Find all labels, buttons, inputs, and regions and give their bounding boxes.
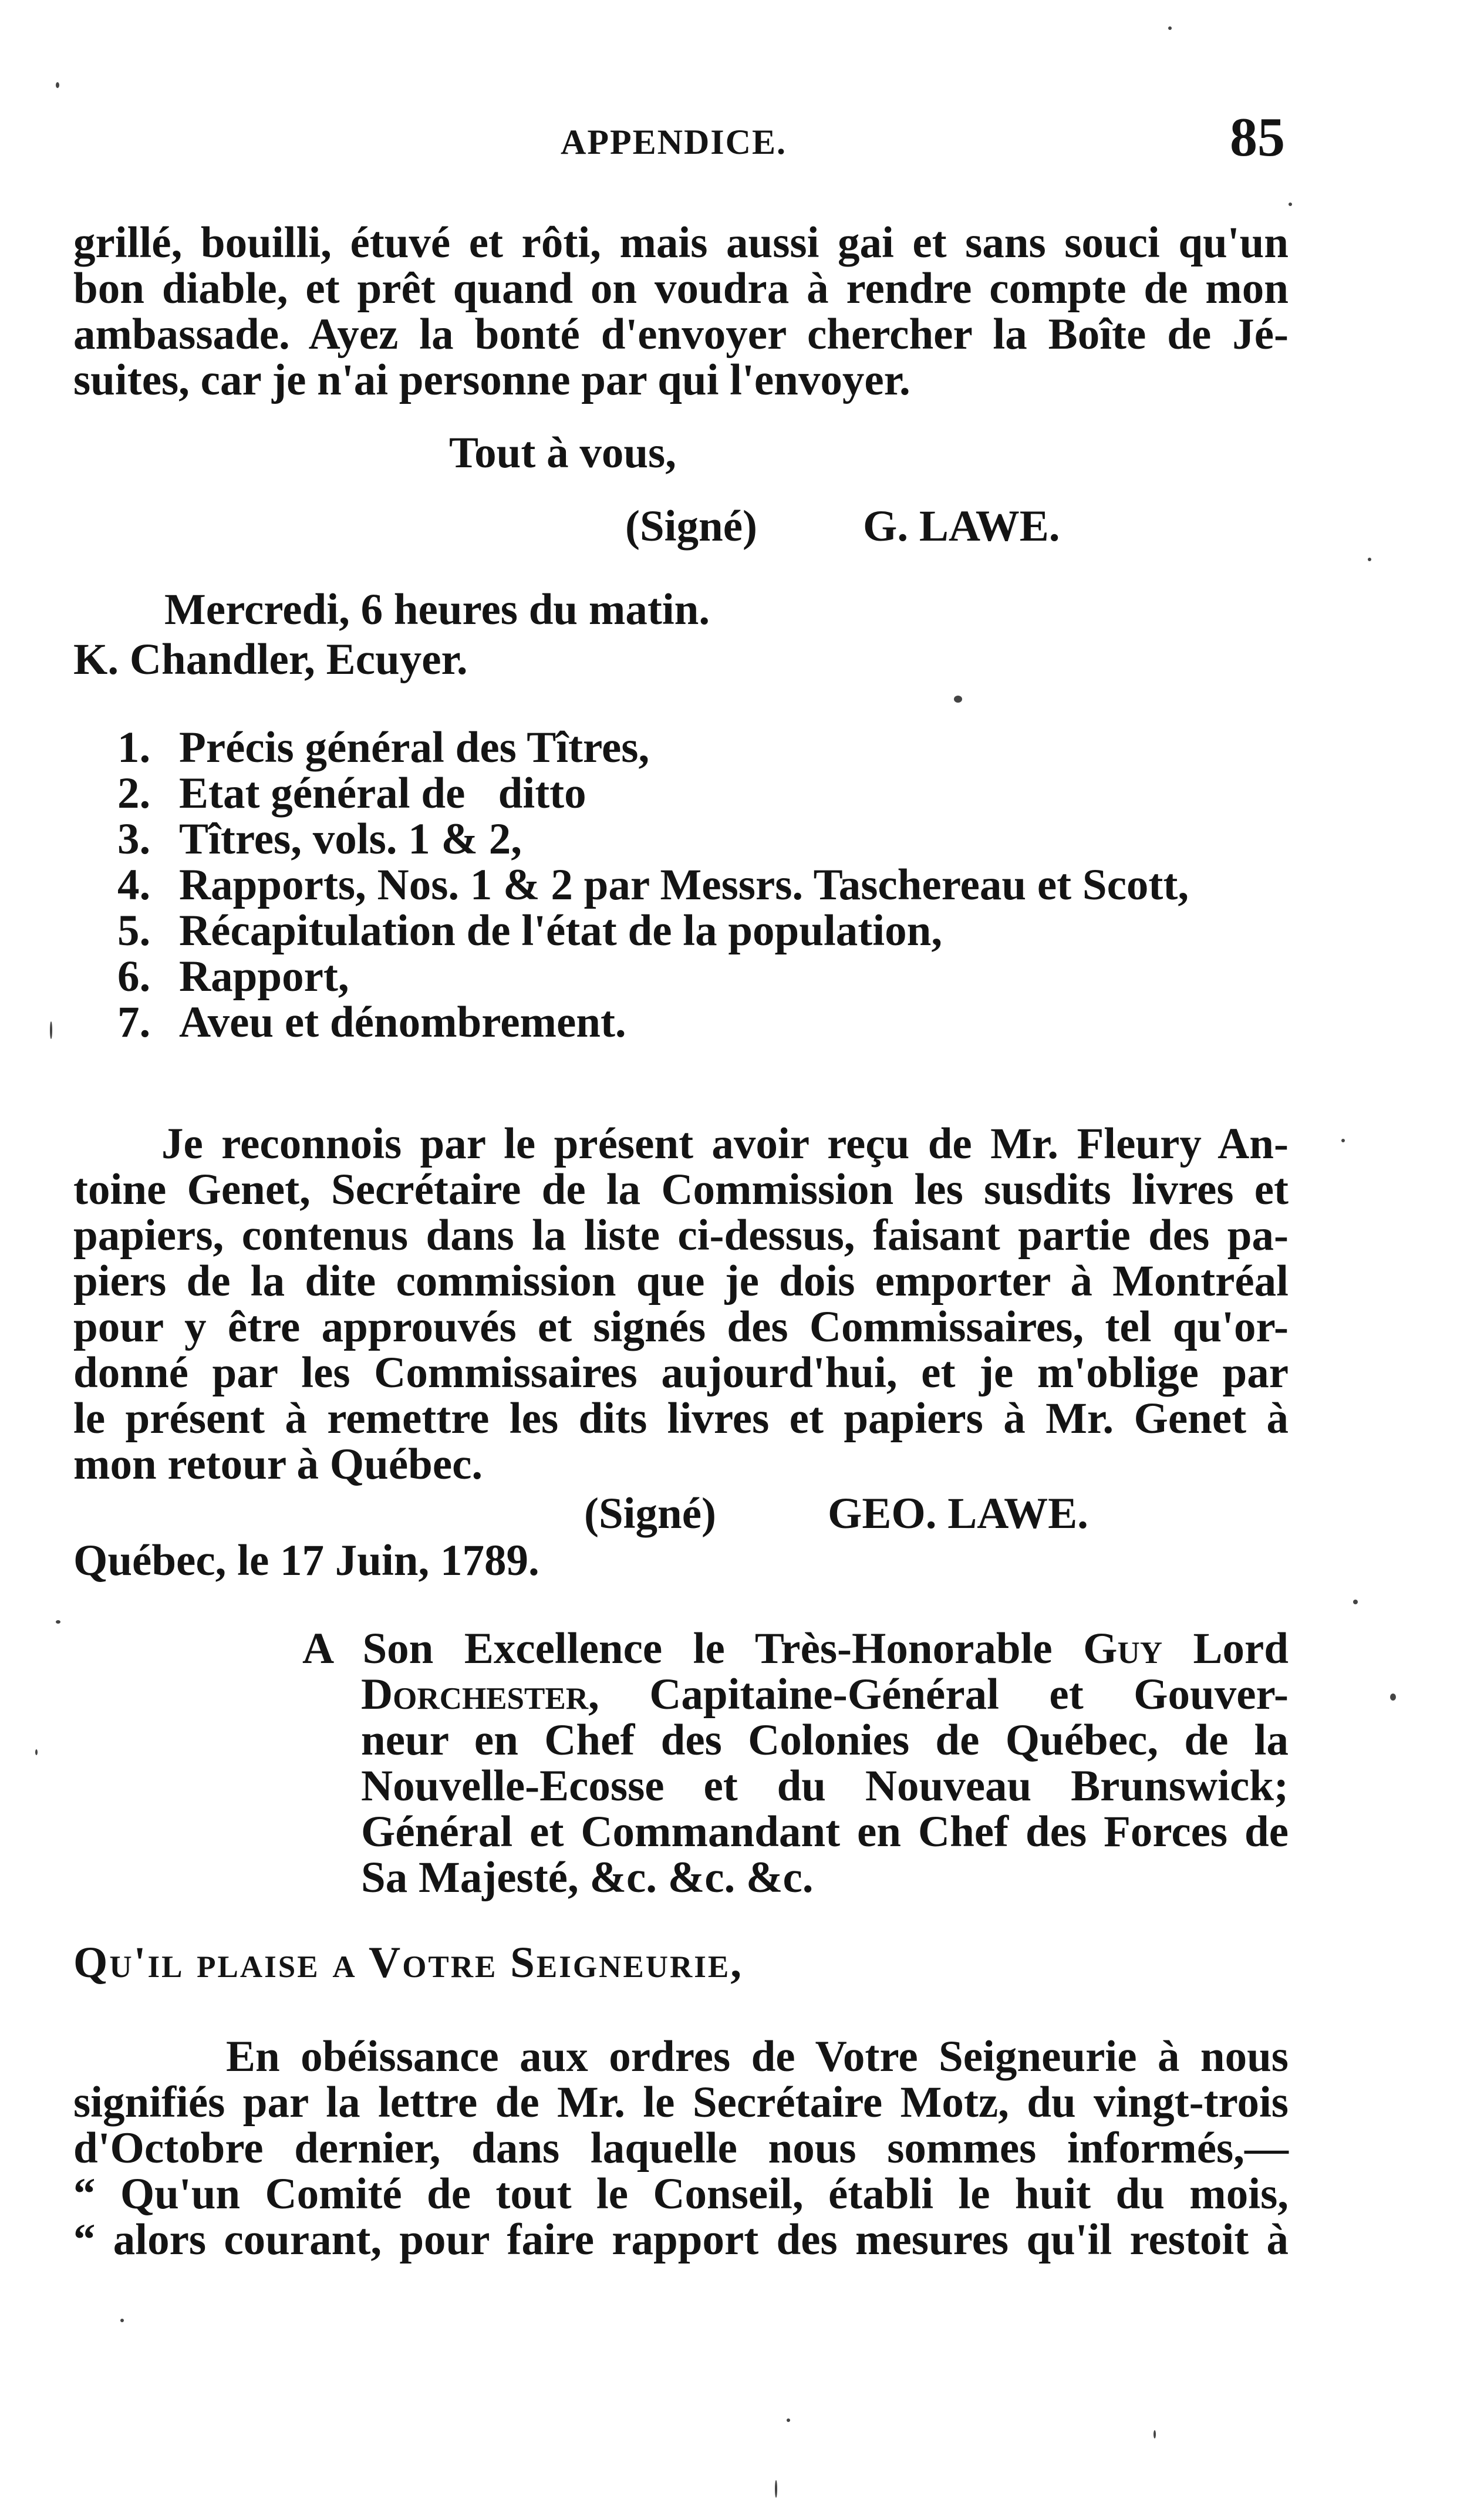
- receipt-line: toine Genet, Secrétaire de la Commission les susdits livres et: [73, 1165, 1289, 1214]
- scan-speck: [775, 2480, 777, 2498]
- list-number: 3.: [117, 815, 151, 863]
- address-line: neur en Chef des Colonies de Québec, de la: [361, 1716, 1289, 1765]
- list-item: [117, 771, 1189, 817]
- letter-closing: Tout à vous,: [449, 429, 676, 477]
- scan-speck: [1341, 1139, 1345, 1142]
- letter-date: Mercredi, 6 heures du matin.: [164, 585, 710, 634]
- list-text: Aveu et dénombrement.: [179, 998, 626, 1047]
- receipt-date: Québec, le 17 Juin, 1789.: [73, 1536, 539, 1585]
- page-header: [0, 106, 1484, 170]
- scan-speck: [1168, 26, 1172, 30]
- scan-speck: [954, 696, 962, 703]
- address-line: Dorchester, Capitaine-Général et Gouver-: [361, 1670, 1289, 1719]
- list-text: Récapitulation de l'état de la population,: [179, 906, 943, 955]
- scan-speck: [120, 2319, 124, 2322]
- papers-list: [117, 725, 1189, 1045]
- scan-speck: [35, 1749, 38, 1755]
- letter-line: bon diable, et prêt quand on voudra à rendre compte de mon: [73, 264, 1289, 313]
- scan-speck: [1154, 2430, 1156, 2438]
- list-item: [117, 1000, 1189, 1045]
- running-title: APPENDICE.: [561, 123, 787, 161]
- list-item: [117, 817, 1189, 862]
- address-line: A Son Excellence le Très-Honorable Guy Lord: [302, 1624, 1289, 1673]
- scan-speck: [1368, 558, 1371, 561]
- letter-signature: G. LAWE.: [863, 502, 1060, 551]
- receipt-body: [73, 1121, 1289, 1487]
- scan-speck: [787, 2418, 790, 2422]
- receipt-signed-label: (Signé): [584, 1489, 716, 1538]
- address-line: Nouvelle-Ecosse et du Nouveau Brunswick;: [361, 1762, 1289, 1810]
- petition-line: signifiés par la lettre de Mr. le Secrétaire Motz, du vingt-trois: [73, 2078, 1289, 2127]
- list-text: Précis général des Tîtres,: [179, 723, 650, 772]
- receipt-signature: GEO. LAWE.: [828, 1489, 1088, 1538]
- list-number: 5.: [117, 906, 151, 955]
- letter-signed-label: (Signé): [625, 502, 757, 551]
- scan-speck: [50, 1021, 52, 1039]
- list-text: Rapport,: [179, 952, 349, 1001]
- list-text: Rapports, Nos. 1 & 2 par Messrs. Taschereau et Scott,: [179, 861, 1189, 909]
- petition-line: En obéissance aux ordres de Votre Seigneurie à nous: [226, 2032, 1289, 2081]
- address-line: Général et Commandant en Chef des Forces de: [361, 1807, 1289, 1856]
- address-block: [302, 1626, 1289, 1901]
- receipt-line: donné par les Commissaires aujourd'hui, et je m'oblige par: [73, 1348, 1289, 1397]
- letter-line: grillé, bouilli, étuvé et rôti, mais aussi gai et sans souci qu'un: [73, 218, 1289, 267]
- scan-speck: [1390, 1694, 1396, 1701]
- petition-salutation: Qu'il plaise a Votre Seigneurie,: [73, 1938, 743, 1987]
- receipt-line: mon retour à Québec.: [73, 1440, 483, 1489]
- list-text: Etat général de ditto: [179, 769, 586, 818]
- receipt-line: le présent à remettre les dits livres et papiers à Mr. Genet à: [73, 1394, 1289, 1443]
- list-item: [117, 954, 1189, 1000]
- list-text: Tîtres, vols. 1 & 2,: [179, 815, 522, 863]
- receipt-line: Je reconnois par le présent avoir reçu de Mr. Fleury An-: [161, 1119, 1289, 1168]
- list-number: 6.: [117, 952, 151, 1001]
- receipt-line: pour y être approuvés et signés des Commissaires, tel qu'or-: [73, 1303, 1289, 1351]
- scan-speck: [1289, 203, 1292, 206]
- scan-speck: [56, 1620, 60, 1624]
- page-number: 85: [1230, 107, 1285, 168]
- letter-body: [73, 220, 1289, 403]
- list-number: 2.: [117, 769, 151, 818]
- list-item: [117, 725, 1189, 771]
- address-line: Sa Majesté, &c. &c. &c.: [361, 1853, 814, 1902]
- letter-line: suites, car je n'ai personne par qui l'envoyer.: [73, 356, 910, 404]
- petition-line: “ Qu'un Comité de tout le Conseil, établi le huit du mois,: [73, 2170, 1289, 2218]
- list-number: 1.: [117, 723, 151, 772]
- letter-line: ambassade. Ayez la bonté d'envoyer chercher la Boîte de Jé-: [73, 310, 1289, 359]
- receipt-line: papiers, contenus dans la liste ci-dessus, faisant partie des pa-: [73, 1211, 1289, 1260]
- list-item: [117, 862, 1189, 908]
- list-item: [117, 908, 1189, 954]
- list-number: 4.: [117, 861, 151, 909]
- letter-addressee: K. Chandler, Ecuyer.: [73, 635, 468, 684]
- receipt-line: piers de la dite commission que je dois emporter à Montréal: [73, 1257, 1289, 1306]
- scan-speck: [1353, 1600, 1358, 1604]
- petition-body: [73, 2034, 1289, 2263]
- petition-line: “ alors courant, pour faire rapport des mesures qu'il restoit à: [73, 2215, 1289, 2264]
- list-number: 7.: [117, 998, 151, 1047]
- scan-speck: [56, 82, 59, 88]
- petition-line: d'Octobre dernier, dans laquelle nous sommes informés,—: [73, 2124, 1289, 2173]
